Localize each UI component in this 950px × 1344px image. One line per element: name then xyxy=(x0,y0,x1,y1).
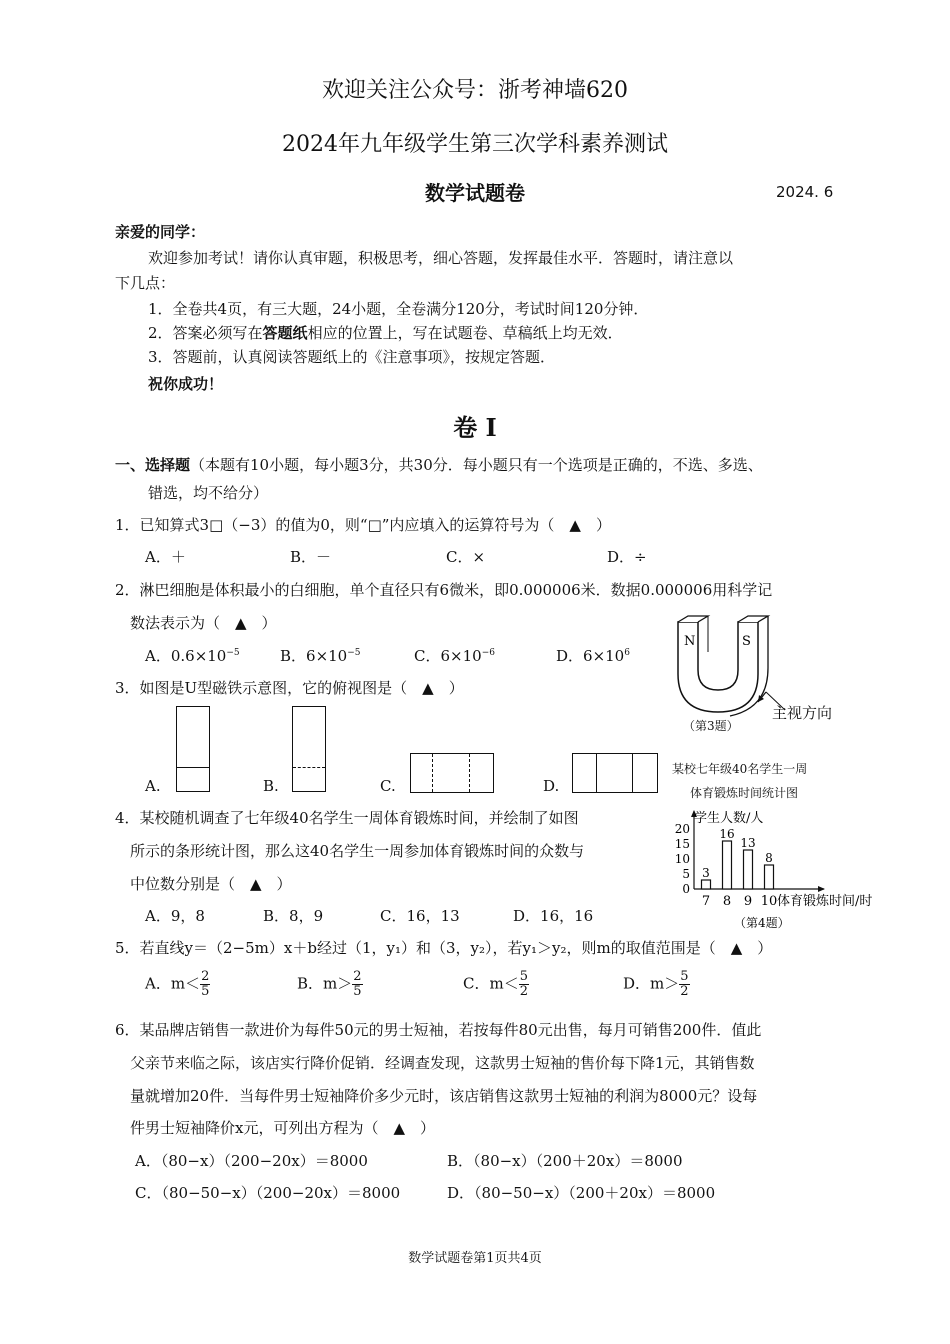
q3-option-c-label: C. xyxy=(380,777,396,795)
q1-option-a: A．＋ xyxy=(145,548,186,566)
q6-option-a: A．（80−x）（200−20x）＝8000 xyxy=(135,1152,368,1170)
q6-line-4: 件男士短袖降价x元，可列出方程为（ ▲ ） xyxy=(130,1119,435,1137)
q6-line-3: 量就增加20件．当每件男士短袖降价多少元时，该店销售这款男士短袖的利润为8000元？设每 xyxy=(130,1087,758,1105)
y-tick-label: 0 xyxy=(682,882,690,896)
q3-option-c-figure xyxy=(410,753,494,793)
paper-title: 数学试题卷 xyxy=(425,181,525,205)
q3-option-b-label: B. xyxy=(263,777,279,795)
q3-option-d-figure xyxy=(572,753,658,793)
q3-stem: 3．如图是U型磁铁示意图，它的俯视图是（ ▲ ） xyxy=(115,679,464,697)
greeting: 亲爱的同学： xyxy=(115,223,206,241)
q2-option-d: D．$6\times 10^6$ xyxy=(556,647,630,665)
q3-option-c-dash-1 xyxy=(432,754,433,792)
q2-option-a: A．$0.6\times 10^{-5}$ xyxy=(145,647,240,665)
chart-caption: （第4题） xyxy=(734,916,790,930)
q6-option-d: D．（80−50−x）（200＋20x）＝8000 xyxy=(447,1184,716,1202)
q3-option-d-label: D. xyxy=(543,777,560,795)
x-axis-label: 体育锻炼时间/时 xyxy=(777,894,873,909)
note-3: 3．答题前，认真阅读答题纸上的《注意事项》，按规定答题． xyxy=(148,348,556,366)
q2-stem: 2．淋巴细胞是体积最小的白细胞，单个直径只有6微米，即0.000006米．数据0.000006用科学记 xyxy=(115,581,773,599)
q2-option-b: B．$6\times 10^{-5}$ xyxy=(280,647,361,665)
x-tick-label: 9 xyxy=(743,894,753,909)
bar-10 xyxy=(765,865,774,889)
chart-title: 某校七年级40名学生一周 xyxy=(672,762,808,776)
q2-option-c: C．$6\times 10^{-6}$ xyxy=(414,647,495,665)
x-tick-label: 7 xyxy=(701,894,711,909)
q1-option-b: B．－ xyxy=(290,548,332,566)
bar-9 xyxy=(744,850,753,889)
q5-option-b: B．m＞ $\frac{2}{5}$ xyxy=(297,969,362,999)
magnet-s-label: S xyxy=(742,634,751,649)
note-2: 2．答案必须写在答题纸相应的位置上，写在试题卷、草稿纸上均无效． xyxy=(148,324,623,342)
section-1-header: 一、选择题（本题有10小题，每小题3分，共30分．每小题只有一个选项是正确的，不选、多选、 xyxy=(115,456,763,474)
section-1-header-cont: 错选，均不给分） xyxy=(148,484,269,502)
view-direction-label: 主视方向 xyxy=(772,704,833,722)
q6-line-1: 6．某品牌店销售一款进价为每件50元的男士短袖，若按每件80元出售，每月可销售200件．值此 xyxy=(115,1021,762,1039)
q3-option-a-solid-line xyxy=(177,767,209,768)
bar-value-label: 3 xyxy=(702,866,710,880)
bar-value-label: 8 xyxy=(765,851,773,865)
q3-option-c-dash-2 xyxy=(469,754,470,792)
q4-option-a: A．9，8 xyxy=(145,907,205,925)
q3-option-a-label: A. xyxy=(145,777,161,795)
q5-option-d: D．m＞ $\frac{5}{2}$ xyxy=(623,969,689,999)
bar-7 xyxy=(702,880,711,889)
page-footer: 数学试题卷第1页共4页 xyxy=(408,1251,542,1266)
q6-option-b: B．（80−x）（200＋20x）＝8000 xyxy=(447,1152,683,1170)
q4-stem-cont-2: 中位数分别是（ ▲ ） xyxy=(130,875,292,893)
y-tick-label: 5 xyxy=(682,867,690,881)
q3-option-d-line-1 xyxy=(596,754,597,792)
wish: 祝你成功！ xyxy=(148,375,224,393)
exam-title: 2024年九年级学生第三次学科素养测试 xyxy=(282,132,668,157)
q3-option-a-figure xyxy=(176,706,210,792)
q1-option-d: D．÷ xyxy=(607,548,647,566)
magnet-n-label: N xyxy=(684,634,696,649)
volume-title: 卷 I xyxy=(453,413,497,442)
q5-stem: 5．若直线y＝（2−5m）x＋b经过（1，y₁）和（3，y₂），若y₁＞y₂，则m的取值范围是（ ▲ ） xyxy=(115,939,773,957)
q4-stem: 4．某校随机调查了七年级40名学生一周体育锻炼时间，并绘制了如图 xyxy=(115,809,579,827)
q6-line-2: 父亲节来临之际，该店实行降价促销．经调查发现，这款男士短袖的售价每下降1元，其销售数 xyxy=(130,1054,755,1072)
bar-value-label: 16 xyxy=(719,827,735,841)
q3-figure-caption: （第3题） xyxy=(683,719,739,733)
exam-date: 2024. 6 xyxy=(776,183,834,201)
q4-option-c: C．16，13 xyxy=(380,907,460,925)
intro-line-1: 欢迎参加考试！请你认真审题，积极思考，细心答题，发挥最佳水平．答题时，请注意以 xyxy=(148,249,734,267)
q5-option-c: C．m＜ $\frac{5}{2}$ xyxy=(463,969,528,999)
q5-option-a: A．m＜ $\frac{2}{5}$ xyxy=(145,969,210,999)
chart-subtitle: 体育锻炼时间统计图 xyxy=(690,786,799,800)
intro-line-2: 下几点： xyxy=(115,274,176,292)
q4-option-d: D．16，16 xyxy=(513,907,594,925)
q6-option-c: C．（80−50−x）（200−20x）＝8000 xyxy=(135,1184,401,1202)
note-1: 1．全卷共4页，有三大题，24小题，全卷满分120分，考试时间120分钟． xyxy=(148,300,649,318)
x-tick-label: 10 xyxy=(760,894,778,909)
y-tick-label: 10 xyxy=(674,852,690,866)
y-axis-label: 学生人数/人 xyxy=(694,811,764,826)
q4-stem-cont-1: 所示的条形统计图，那么这40名学生一周参加体育锻炼时间的众数与 xyxy=(130,842,585,860)
y-tick-label: 15 xyxy=(674,837,690,851)
x-tick-label: 8 xyxy=(722,894,732,909)
watermark-header: 欢迎关注公众号：浙考神墙620 xyxy=(322,78,628,103)
q4-option-b: B．8，9 xyxy=(263,907,324,925)
x-axis-arrow-icon xyxy=(818,886,825,892)
bar-value-label: 13 xyxy=(740,836,756,850)
y-tick-label: 20 xyxy=(674,822,690,836)
q3-option-d-line-2 xyxy=(632,754,633,792)
q1-stem: 1．已知算式3□（−3）的值为0，则“□”内应填入的运算符号为（ ▲ ） xyxy=(115,516,611,534)
q3-option-b-figure xyxy=(292,706,326,792)
bar-chart xyxy=(666,800,896,940)
bar-8 xyxy=(723,841,732,889)
q1-option-c: C．× xyxy=(446,548,486,566)
q2-stem-cont: 数法表示为（ ▲ ） xyxy=(130,614,277,632)
q3-option-b-dashed-line xyxy=(293,767,325,768)
